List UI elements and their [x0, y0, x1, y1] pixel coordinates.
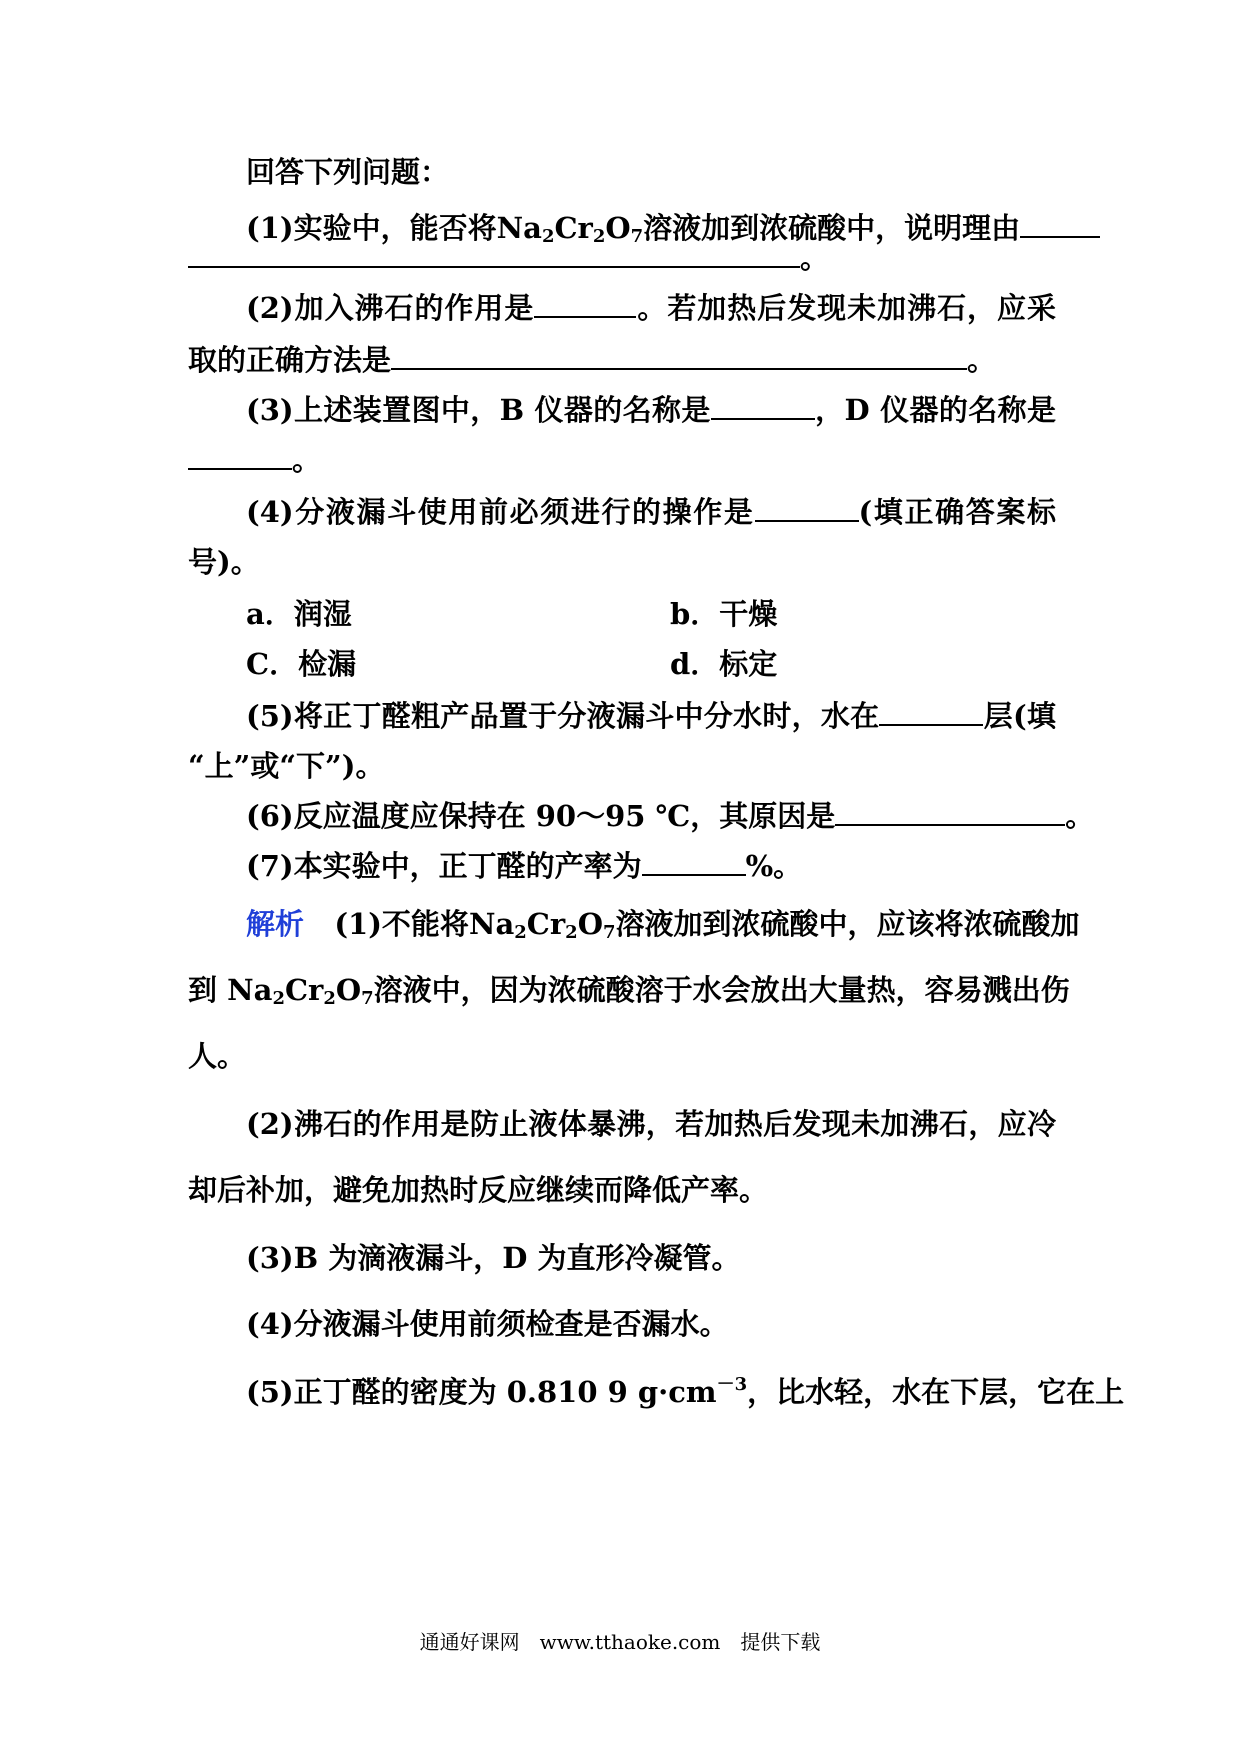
- answer-blank: [642, 846, 746, 876]
- page-footer: 通通好课网 www.tthaoke.com 提供下载: [419, 1630, 821, 1654]
- answer-blank: [188, 238, 800, 268]
- question-3-line-1: (3)上述装置图中，B 仪器的名称是 ，D 仪器的名称是: [246, 390, 1056, 430]
- answer-blank: [879, 696, 983, 726]
- answer-blank: [711, 390, 815, 420]
- option-c: C．检漏: [246, 647, 357, 681]
- analysis-para-1-line-3: 人。: [188, 1039, 247, 1073]
- question-6: (6)反应温度应保持在 90～95 ℃，其原因是 。: [246, 796, 1056, 836]
- option-d: d．标定: [670, 647, 778, 681]
- intro-text: 回答下列问题：: [246, 155, 450, 189]
- analysis-para-5-line-1: (5)正丁醛的密度为 0.810 9 $g\cdot cm^{-3}$，比水轻，水在下层，它在上: [246, 1374, 1125, 1409]
- answer-blank: [835, 796, 1065, 826]
- question-1-line-2: 。: [188, 238, 1056, 278]
- question-5-line-1: (5)将正丁醛粗产品置于分液漏斗中分水时，水在 层(填: [246, 696, 1056, 736]
- question-2-line-2: 取的正确方法是 。: [188, 340, 1056, 380]
- analysis-para-3: (3)B 为滴液漏斗，D 为直形冷凝管。: [246, 1241, 741, 1275]
- question-4-line-2: 号)。: [188, 545, 260, 579]
- answer-blank: [534, 288, 636, 318]
- option-b: b．干燥: [670, 597, 778, 631]
- analysis-para-1-line-2: 到 $Na_2Cr_2O_7$溶液中，因为浓硫酸溶于水会放出大量热，容易溅出伤: [188, 973, 1070, 1009]
- question-3-line-2: 。: [188, 440, 1056, 480]
- answer-blank: [391, 340, 967, 370]
- analysis-para-2-line-1: (2)沸石的作用是防止液体暴沸，若加热后发现未加沸石，应冷: [246, 1107, 1056, 1141]
- question-5-line-2: “上”或“下”)。: [188, 749, 385, 783]
- option-a: a．润湿: [246, 597, 352, 631]
- analysis-label: 解析: [246, 907, 305, 941]
- answer-blank: [1020, 208, 1100, 238]
- answer-blank: [188, 440, 292, 470]
- question-7: (7)本实验中，正丁醛的产率为 %。: [246, 846, 1056, 886]
- analysis-para-1-line-1: 解析 (1)不能将$Na_2Cr_2O_7$溶液加到浓硫酸中，应该将浓硫酸加: [246, 907, 1080, 943]
- question-1-line-1: (1)实验中，能否将$Na_2Cr_2O_7$溶液加到浓硫酸中，说明理由: [246, 208, 1056, 248]
- analysis-para-4: (4)分液漏斗使用前须检查是否漏水。: [246, 1307, 729, 1341]
- question-2-line-1: (2)加入沸石的作用是 。若加热后发现未加沸石，应采: [246, 288, 1056, 328]
- question-4-line-1: (4)分液漏斗使用前必须进行的操作是 (填正确答案标: [246, 492, 1056, 532]
- analysis-para-2-line-2: 却后补加，避免加热时反应继续而降低产率。: [188, 1173, 769, 1207]
- answer-blank: [755, 492, 859, 522]
